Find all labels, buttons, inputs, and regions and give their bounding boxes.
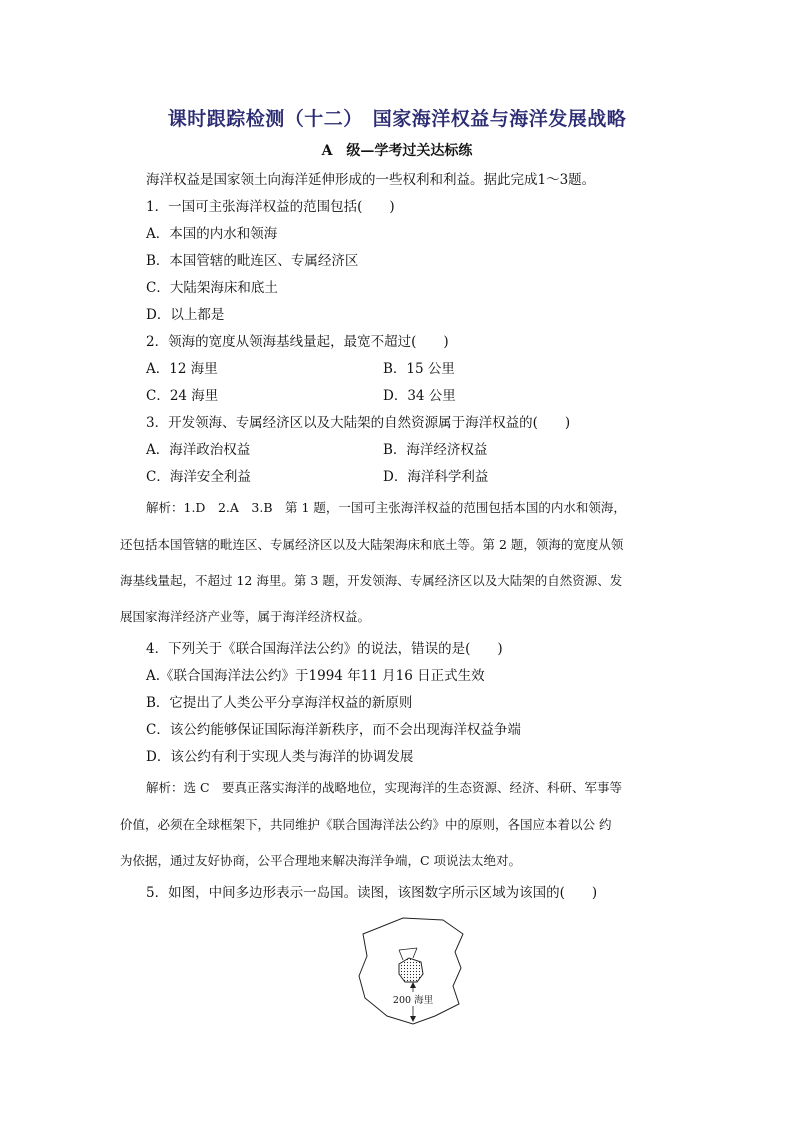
page-title: 课时跟踪检测（十二） 国家海洋权益与海洋发展战略 (167, 108, 627, 130)
q5-stem: 5．如图，中间多边形表示一岛国。读图，该图数字所示区域为该国的( ) (146, 885, 598, 901)
q1-option-a: A．本国的内水和领海 (146, 226, 278, 242)
island-polygon (399, 958, 423, 982)
q3-option-d: D．海洋科学利益 (383, 469, 489, 485)
q3-option-c: C．海洋安全利益 (146, 469, 251, 485)
q3-option-b: B．海洋经济权益 (383, 442, 488, 458)
figure-distance-label: 200 海里 (392, 995, 434, 1006)
analysis-1-line-3: 海基线量起，不超过 12 海里。第 3 题，开发领海、专属经济区以及大陆架的自然资源、发 (120, 573, 623, 588)
q1-stem: 1．一国可主张海洋权益的范围包括( ) (146, 199, 395, 215)
q4-option-c: C．该公约能够保证国际海洋新秩序，而不会出现海洋权益争端 (146, 722, 521, 738)
q2-option-d: D．34 公里 (383, 388, 456, 404)
q1-option-c: C．大陆架海床和底土 (146, 280, 278, 296)
analysis-1-line-1: 解析：1.D 2.A 3.B 第 1 题，一国可主张海洋权益的范围包括本国的内水和领海， (146, 500, 626, 515)
q2-stem: 2．领海的宽度从领海基线量起，最宽不超过( ) (146, 334, 449, 350)
q1-option-b: B．本国管辖的毗连区、专属经济区 (146, 253, 359, 269)
analysis-2-line-3: 为依据，通过友好协商，公平合理地来解决海洋争端，C 项说法太绝对。 (120, 853, 522, 868)
analysis-2-line-1: 解析：选 C 要真正落实海洋的战略地位，实现海洋的生态资源、经济、科研、军事等 (146, 780, 623, 795)
q2-option-a: A．12 海里 (146, 361, 218, 377)
island-nation-figure (355, 916, 475, 1028)
q2-option-c: C．24 海里 (146, 388, 219, 404)
section-subtitle: A 级—学考过关达标练 (321, 143, 473, 159)
intro-text: 海洋权益是国家领土向海洋延伸形成的一些权利和利益。据此完成1～3题。 (146, 172, 596, 188)
q4-option-a: A.《联合国海洋法公约》于1994 年11 月16 日正式生效 (146, 668, 485, 684)
q4-option-d: D．该公约有利于实现人类与海洋的协调发展 (146, 749, 414, 765)
analysis-2-line-2: 价值，必须在全球框架下，共同维护《联合国海洋法公约》中的原则，各国应本着以公 约 (120, 817, 612, 832)
q2-option-b: B．15 公里 (383, 361, 455, 377)
q1-option-d: D．以上都是 (146, 307, 225, 323)
analysis-1-line-4: 展国家海洋经济产业等，属于海洋经济权益。 (120, 609, 371, 624)
q3-option-a: A．海洋政治权益 (146, 442, 251, 458)
q4-stem: 4．下列关于《联合国海洋法公约》的说法，错误的是( ) (146, 641, 503, 657)
analysis-1-line-2: 还包括本国管辖的毗连区、专属经济区以及大陆架海床和底土等。第 2 题，领海的宽度从领 (120, 537, 624, 552)
q3-stem: 3．开发领海、专属经济区以及大陆架的自然资源属于海洋权益的( ) (146, 415, 571, 431)
q4-option-b: B．它提出了人类公平分享海洋权益的新原则 (146, 695, 413, 711)
